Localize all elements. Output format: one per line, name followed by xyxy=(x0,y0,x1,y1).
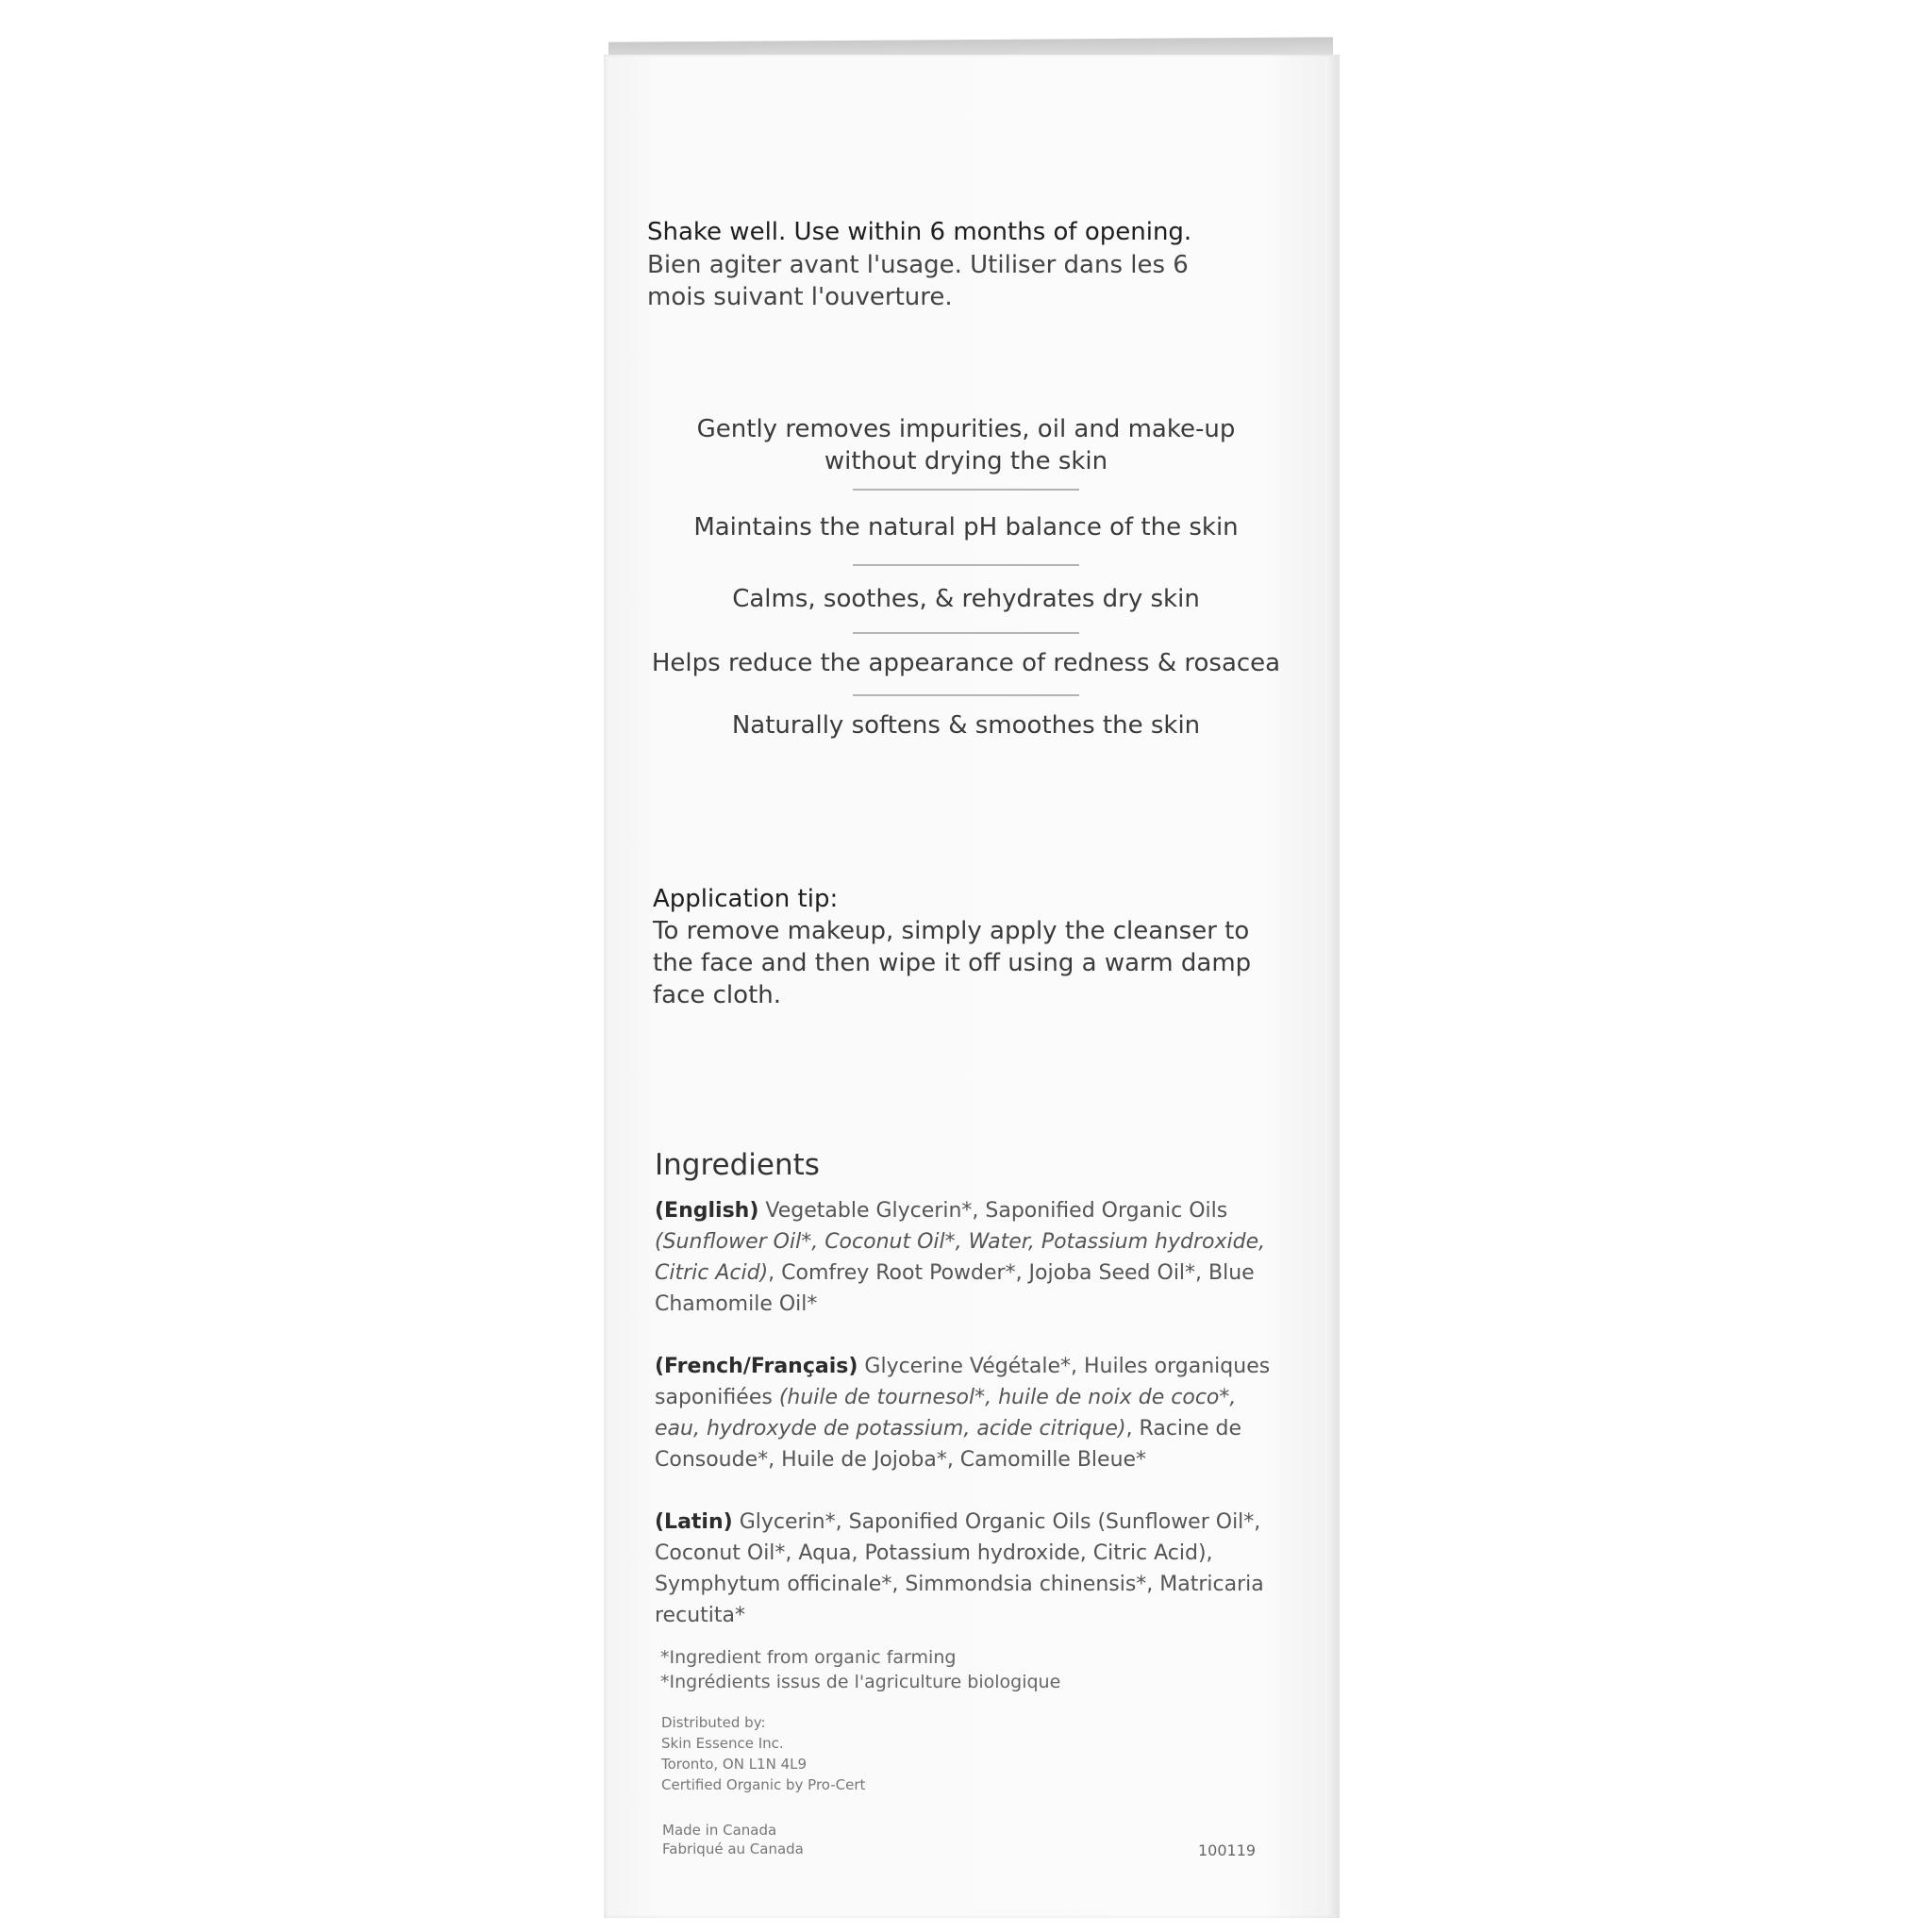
ingredients-text: Glycerine Végétale*, Huiles organiques saponifiées xyxy=(655,1355,1271,1409)
benefit-text: Maintains the natural pH balance of the skin xyxy=(693,513,1239,541)
application-tip-line: face cloth. xyxy=(653,981,782,1009)
ingredients-latin xyxy=(655,1507,1277,1631)
distributor-info xyxy=(661,1712,1039,1795)
benefit-text: Calms, soothes, & rehydrates dry skin xyxy=(732,585,1200,613)
origin-english: Made in Canada xyxy=(662,1822,777,1839)
application-tip-title: Application tip: xyxy=(653,885,839,913)
benefit-divider xyxy=(853,694,1079,696)
ingredients-text: Vegetable Glycerin*, Saponified Organic Oils xyxy=(765,1199,1228,1223)
organic-footnotes xyxy=(660,1645,1245,1694)
ingredients-language-label: (Latin) xyxy=(655,1510,733,1534)
box-side-edge xyxy=(1325,57,1337,1915)
ingredients-italic-text: (Sunflower Oil*, Coconut Oil*, Water, Potassium hydroxide, Citric Acid) xyxy=(655,1230,1266,1285)
application-tip-line: To remove makeup, simply apply the cleanser to xyxy=(653,917,1250,945)
ingredients-heading: Ingredients xyxy=(655,1148,820,1182)
ingredients-language-label: (English) xyxy=(655,1199,759,1223)
application-tip xyxy=(653,883,1275,1011)
footnote-english: *Ingredient from organic farming xyxy=(660,1647,957,1668)
benefit-divider xyxy=(853,489,1079,491)
ingredients-text: , Comfrey Root Powder*, Jojoba Seed Oil*, Blue Chamomile Oil* xyxy=(655,1261,1255,1316)
benefit-item xyxy=(623,413,1309,477)
ingredients-english xyxy=(655,1195,1277,1320)
usage-instructions xyxy=(647,215,1251,313)
ingredients-language-label: (French/Français) xyxy=(655,1355,858,1378)
distributor-line: Certified Organic by Pro-Cert xyxy=(661,1776,866,1793)
benefit-divider xyxy=(853,564,1079,566)
benefit-item xyxy=(623,647,1309,679)
benefit-item xyxy=(623,583,1309,615)
usage-french-line-2: mois suivant l'ouverture. xyxy=(647,283,953,311)
ingredients-french xyxy=(655,1351,1277,1475)
ingredients-text: , Racine de Consoude*, Huile de Jojoba*, Camomille Bleue* xyxy=(655,1417,1241,1472)
benefit-text: Naturally softens & smoothes the skin xyxy=(731,711,1201,740)
benefit-item xyxy=(623,511,1309,543)
footnote-french: *Ingrédients issus de l'agriculture biologique xyxy=(660,1672,1061,1692)
distributor-line: Toronto, ON L1N 4L9 xyxy=(661,1756,808,1773)
ingredients-italic-text: (huile de tournesol*, huile de noix de coco*, eau, hydroxyde de potassium, acide citrique) xyxy=(655,1386,1237,1441)
application-tip-line: the face and then wipe it off using a warm damp xyxy=(653,949,1252,977)
origin-info xyxy=(662,1821,945,1858)
distributor-line: Distributed by: xyxy=(661,1714,766,1731)
usage-english: Shake well. Use within 6 months of opening. xyxy=(647,218,1192,246)
benefit-text: Gently removes impurities, oil and make-up xyxy=(696,415,1236,443)
ingredients-section xyxy=(655,1146,1277,1662)
distributor-line: Skin Essence Inc. xyxy=(661,1735,784,1752)
lot-code: 100119 xyxy=(1198,1841,1257,1859)
benefit-text: without drying the skin xyxy=(824,447,1108,475)
ingredients-text: Glycerin*, Saponified Organic Oils (Sunflower Oil*, Coconut Oil*, Aqua, Potassium hydroxide, Citric Acid), Symphytum officinale*, Simmondsia chinensis*, Matricaria recutita* xyxy=(655,1510,1264,1627)
usage-french-line-1: Bien agiter avant l'usage. Utiliser dans les 6 xyxy=(647,251,1189,279)
benefit-text: Helps reduce the appearance of redness & rosacea xyxy=(651,649,1281,677)
origin-french: Fabriqué au Canada xyxy=(662,1840,804,1857)
benefit-divider xyxy=(853,632,1079,634)
benefits-list xyxy=(623,413,1309,741)
benefit-item xyxy=(623,709,1309,741)
